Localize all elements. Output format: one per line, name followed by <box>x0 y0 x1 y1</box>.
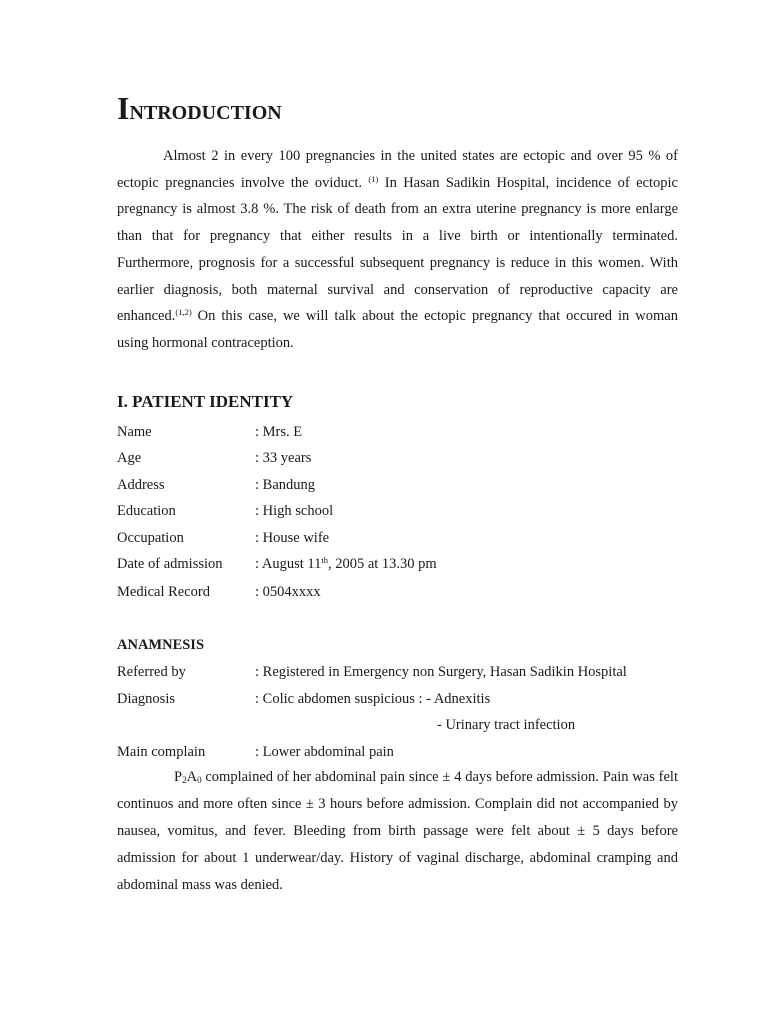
name-value: : Mrs. E <box>255 424 303 440</box>
para-p-sub: 2 <box>182 775 187 785</box>
admission-value-suffix: th <box>321 555 328 565</box>
address-label: Address <box>117 477 165 493</box>
medical-record-label: Medical Record <box>117 584 211 600</box>
occupation-value: : House wife <box>255 530 330 546</box>
para-a: A <box>186 769 198 785</box>
education-label: Education <box>117 503 176 519</box>
education-value: : High school <box>255 503 334 519</box>
introduction-title <box>117 92 282 124</box>
introduction-text-1: Almost 2 in every 100 pregnancies in the united states are ectopic and over 95 % of ectopic pregnancies involve the oviduct. <box>117 148 678 191</box>
reference-1: (1) <box>368 173 379 184</box>
admission-row <box>117 557 437 572</box>
diagnosis-value: : Colic abdomen suspicious : - Adnexitis <box>255 691 491 707</box>
para-p: P <box>174 769 183 785</box>
admission-label: Date of admission <box>117 556 223 572</box>
anamnesis-heading: ANAMNESIS <box>117 637 205 653</box>
address-row <box>117 478 315 493</box>
occupation-row <box>117 531 329 546</box>
introduction-text-3: On this case, we will talk about the ectopic pregnancy that occured in woman using hormonal contraception. <box>117 308 678 351</box>
diagnosis-value-2: - Urinary tract infection <box>437 717 576 733</box>
referred-label: Referred by <box>117 664 186 680</box>
diagnosis-row <box>117 692 490 707</box>
age-label: Age <box>117 450 142 466</box>
medical-record-row <box>117 585 321 600</box>
referred-row <box>117 665 627 680</box>
introduction-title-initial: I <box>117 90 130 126</box>
introduction-title-rest: NTRODUCTION <box>129 102 282 124</box>
patient-identity-heading: I. PATIENT IDENTITY <box>117 392 294 411</box>
name-label: Name <box>117 424 152 440</box>
reference-2: (1,2) <box>175 307 192 318</box>
medical-record-value: : 0504xxxx <box>255 584 321 600</box>
admission-value-date: : August 11 <box>255 556 322 572</box>
occupation-label: Occupation <box>117 530 184 546</box>
age-value: : 33 years <box>255 450 312 466</box>
anamnesis-paragraph <box>117 764 678 899</box>
introduction-text-2: In Hasan Sadikin Hospital, incidence of ectopic pregnancy is almost 3.8 %. The risk of death from an extra uterine pregnancy is more enlarge than that for pregnancy that either results in a live birth or intentionally terminated. Furthermore, prognosis for a successful subsequent pregnancy is reduce in this women. With earlier diagnosis, both maternal survival and conservation of reproductive capacity are enhanced. <box>117 174 678 325</box>
referred-value: : Registered in Emergency non Surgery, Hasan Sadikin Hospital <box>255 664 627 680</box>
main-complain-row <box>117 745 394 760</box>
education-row <box>117 504 333 519</box>
age-row <box>117 451 311 466</box>
main-complain-value: : Lower abdominal pain <box>255 744 394 760</box>
name-row <box>117 425 302 440</box>
anamnesis-text: complained of her abdominal pain since ± 4 days before admission. Pain was felt continuos and more often since ± 3 hours before admission. Complain did not accompanied by nausea, vomitus, and fever. Bleeding from birth passage were felt about ± 5 days before admission for about 1 underwear/day. History of vaginal discharge, abdominal cramping and abdominal mass was denied. <box>117 769 678 893</box>
address-value: : Bandung <box>255 477 316 493</box>
introduction-paragraph <box>117 143 678 357</box>
diagnosis-label: Diagnosis <box>117 691 175 707</box>
admission-value-time: , 2005 at 13.30 pm <box>327 556 437 572</box>
main-complain-label: Main complain <box>117 744 206 760</box>
para-a-sub: 0 <box>197 775 202 785</box>
